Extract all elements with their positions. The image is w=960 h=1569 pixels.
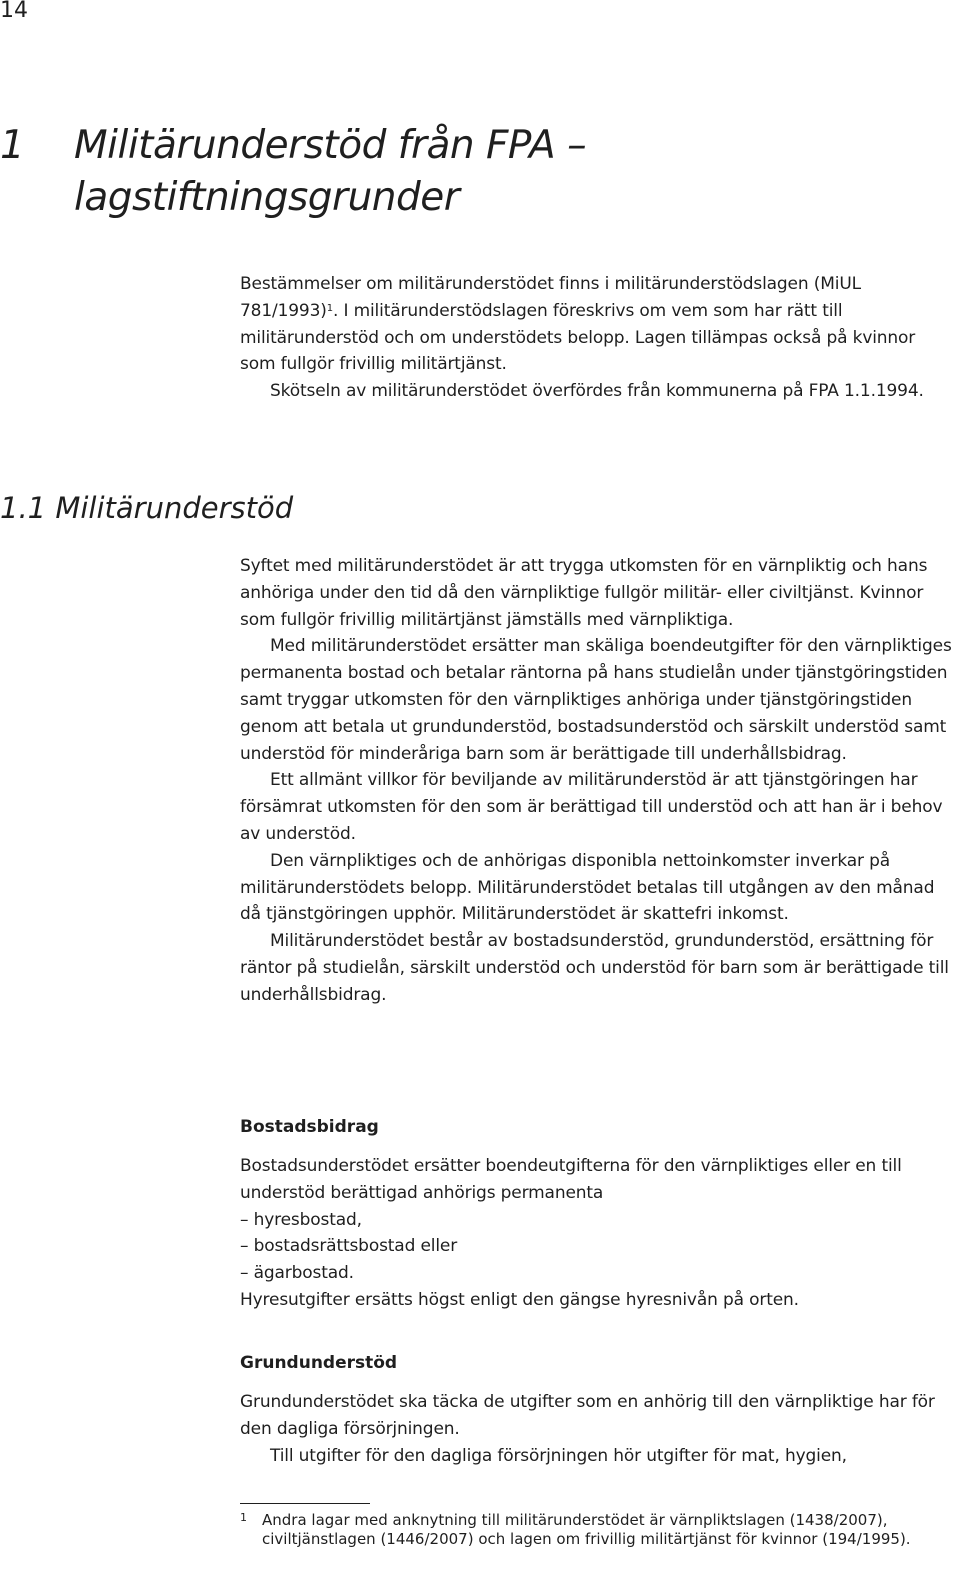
- bostadsbidrag-paragraph-2: Hyresutgifter ersätts högst enligt den gängse hyresnivån på orten.: [240, 1289, 799, 1310]
- list-item: – bostadsrättsbostad eller: [240, 1233, 955, 1260]
- intro-text: [240, 271, 955, 405]
- list-item: – ägarbostad.: [240, 1260, 955, 1287]
- subheading-grundunderstod: Grundunderstöd: [240, 1353, 398, 1373]
- intro-p1-text: Bestämmelser om militärunderstödet finns i militärunderstödslagen (MiUL 781/1993): [240, 274, 861, 321]
- bostadsbidrag-paragraph-1: Bostadsunderstödet ersätter boendeutgifterna för den värnpliktiges eller en till understöd berättigad anhörigs permanenta: [240, 1156, 902, 1203]
- footnote-reference: 1: [326, 302, 333, 314]
- section-body: [240, 553, 955, 1009]
- grundunderstod-paragraph-1: Grundunderstödet ska täcka de utgifter som en anhörig till den värnpliktige har för den dagliga försörjningen.: [240, 1392, 935, 1439]
- footnote-text: Andra lagar med anknytning till militärunderstödet är värnpliktslagen (1438/2007), civiltjänstlagen (1446/2007) och lagen om frivillig militärtjänst för kvinnor (194/1995).: [262, 1511, 911, 1548]
- grundunderstod-body: [240, 1389, 955, 1469]
- chapter-title-line2: lagstiftningsgrunder: [74, 175, 460, 220]
- bostadsbidrag-body: [240, 1153, 955, 1314]
- intro-paragraph-1: [240, 271, 955, 378]
- page-number: 14: [0, 0, 28, 23]
- footnote-mark: 1: [240, 1511, 247, 1524]
- section-paragraph: Den värnpliktiges och de anhörigas disponibla nettoinkomster inverkar på militärunderstödets belopp. Militärunderstödet betalas till utgången av den månad då tjänstgöringen upphör. Militärunderstödet är skattefri inkomst.: [240, 850, 935, 925]
- list-item: – hyresbostad,: [240, 1207, 955, 1234]
- section-paragraph: Militärunderstödet består av bostadsunderstöd, grundunderstöd, ersättning för räntor på studielån, särskilt understöd och understöd för barn som är berättigade till underhållsbidrag.: [240, 931, 949, 1005]
- footnote: [240, 1511, 955, 1549]
- chapter-number: 1: [0, 123, 25, 168]
- intro-p1-continued: . I militärunderstödslagen föreskrivs om vem som har rätt till militärunderstöd och om understödets belopp. Lagen tillämpas också på kvinnor som fullgör frivillig militärtjänst.: [240, 300, 916, 375]
- housing-type-list: [240, 1207, 955, 1287]
- intro-paragraph-2: Skötseln av militärunderstödet överfördes från kommunerna på FPA 1.1.1994.: [270, 381, 924, 402]
- chapter-title-line1: Militärunderstöd från FPA –: [74, 123, 587, 168]
- section-paragraph: Ett allmänt villkor för beviljande av militärunderstöd är att tjänstgöringen har försämrat utkomsten för den som är berättigad till understöd och att han är i behov av understöd.: [240, 770, 943, 844]
- subheading-bostadsbidrag: Bostadsbidrag: [240, 1117, 379, 1137]
- section-heading-militarunderstod: 1.1 Militärunderstöd: [0, 491, 294, 525]
- footnote-divider: [240, 1503, 370, 1504]
- section-paragraph: Syftet med militärunderstödet är att trygga utkomsten för en värnpliktig och hans anhöriga under den tid då den värnpliktige fullgör militär- eller civiltjänst. Kvinnor som fullgör frivillig militärtjänst jämställs med värnpliktiga.: [240, 556, 928, 630]
- section-paragraph: Med militärunderstödet ersätter man skäliga boendeutgifter för den värnpliktiges permanenta bostad och betalar räntorna på hans studielån under tjänstgöringstiden samt tryggar utkomsten för den värnpliktiges anhöriga under tjänstgöringstiden genom att betala ut grundunderstöd, bostadsunderstöd och särskilt understöd samt understöd för minderåriga barn som är berättigade till underhållsbidrag.: [240, 636, 952, 764]
- chapter-title: [0, 120, 586, 224]
- grundunderstod-paragraph-2: Till utgifter för den dagliga försörjningen hör utgifter för mat, hygien,: [270, 1445, 847, 1466]
